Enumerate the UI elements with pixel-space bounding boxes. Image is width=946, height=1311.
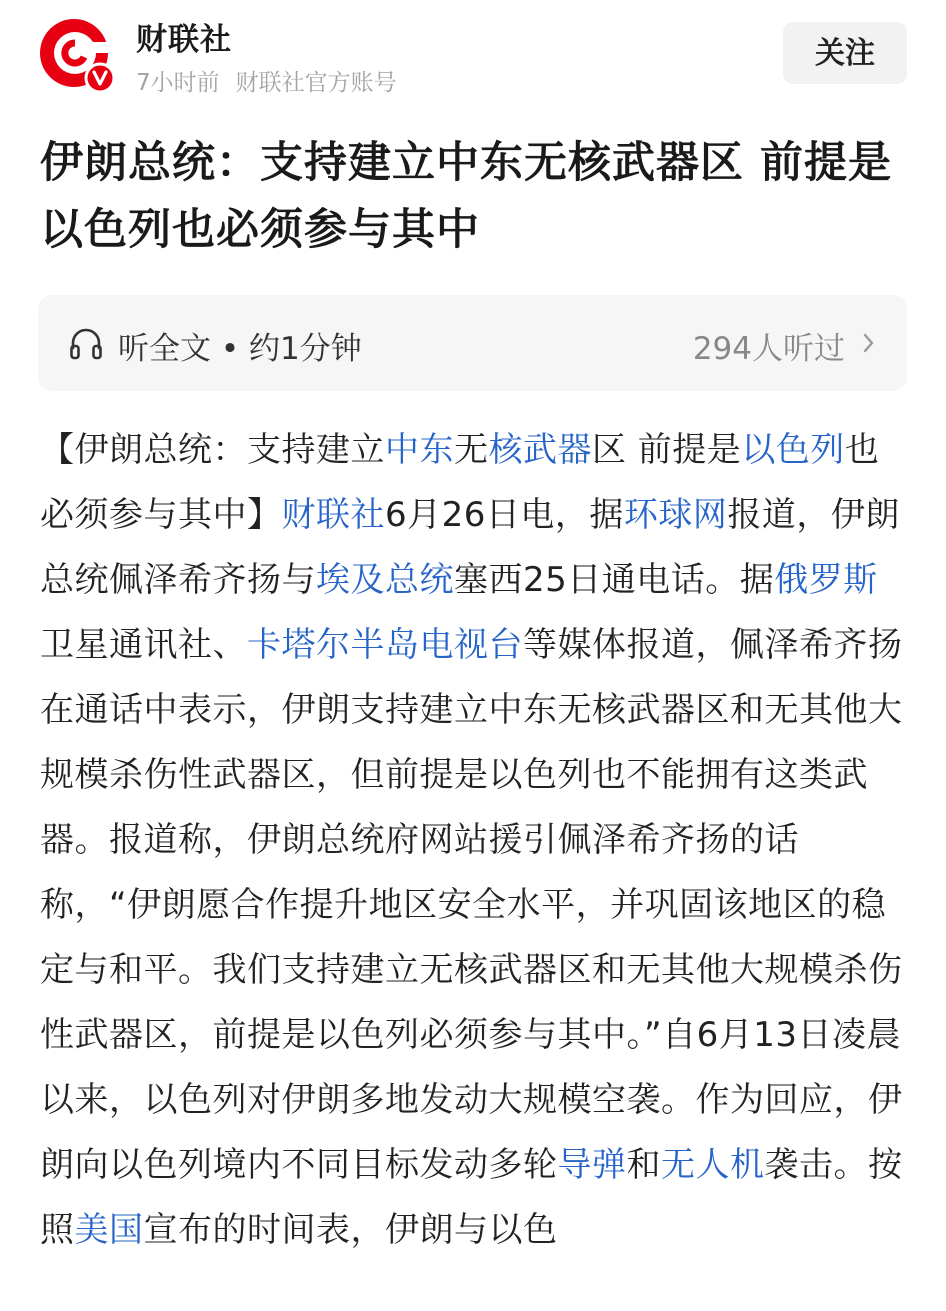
article-text: 和 — [626, 1145, 661, 1185]
entity-link[interactable]: 核武器 — [488, 430, 592, 470]
article-text: 区 前提是 — [592, 430, 742, 470]
cls-logo-avatar[interactable] — [38, 16, 116, 94]
listen-count: 294人听过 — [692, 331, 845, 367]
article-title: 伊朗总统：支持建立中东无核武器区 前提是以色列也必须参与其中 — [40, 138, 892, 255]
headphones-icon — [68, 326, 104, 362]
listen-label: 听全文 • 约1分钟 — [118, 331, 362, 367]
entity-link[interactable]: 美国 — [74, 1210, 144, 1250]
article-text: 袭击。按照 — [40, 1145, 903, 1250]
author-name[interactable]: 财联社 — [136, 22, 232, 58]
entity-link[interactable]: 以色列 — [741, 430, 845, 470]
entity-link[interactable]: 中东 — [385, 430, 454, 470]
entity-link[interactable]: 埃及总统 — [316, 560, 454, 600]
article-text: 【伊朗总统：支持建立 — [40, 430, 385, 470]
article-text: 也必须参与其中】 — [40, 430, 880, 535]
listen-full-text-bar[interactable] — [38, 295, 907, 391]
article-text: 卫星通讯社、 — [40, 625, 247, 665]
entity-link[interactable]: 环球网 — [623, 495, 728, 535]
chevron-right-icon — [861, 329, 877, 357]
article-text: 6月26日电，据 — [385, 495, 624, 535]
article-text: 无 — [454, 430, 489, 470]
entity-link[interactable]: 财联社 — [281, 495, 385, 535]
post-meta — [136, 64, 397, 97]
entity-link[interactable]: 卡塔尔半岛电视台 — [247, 625, 523, 665]
follow-button[interactable]: 关注 — [783, 22, 907, 84]
article-text: 宣布的时间表，伊朗与以色 — [143, 1210, 558, 1250]
article-header — [0, 0, 946, 110]
post-time: 7小时前 — [136, 70, 220, 96]
account-label: 财联社官方账号 — [235, 70, 397, 96]
article-text: 报道，伊朗总统佩泽希齐扬与 — [40, 495, 900, 600]
entity-link[interactable]: 俄罗斯 — [774, 560, 878, 600]
article-text: 塞西25日通电话。据 — [454, 560, 775, 600]
article-body — [40, 418, 910, 1263]
entity-link[interactable]: 导弹 — [557, 1145, 627, 1185]
article-text: 等媒体报道，佩泽希齐扬在通话中表示，伊朗支持建立中东无核武器区和无其他大规模杀伤性武器区，但前提是以色列也不能拥有这类武器。报道称，伊朗总统府网站援引佩泽希齐扬的话称，“伊朗愿合作提升地区安全水平，并巩固该地区的稳定与和平。我们支持建立无核武器区和无其他大规模杀伤性武器区，前提是以色列必须参与其中。”自6月13日凌晨以来，以色列对伊朗多地发动大规模空袭。作为回应，伊朗向以色列境内不同目标发动多轮 — [40, 625, 903, 1185]
entity-link[interactable]: 无人机 — [661, 1145, 765, 1185]
